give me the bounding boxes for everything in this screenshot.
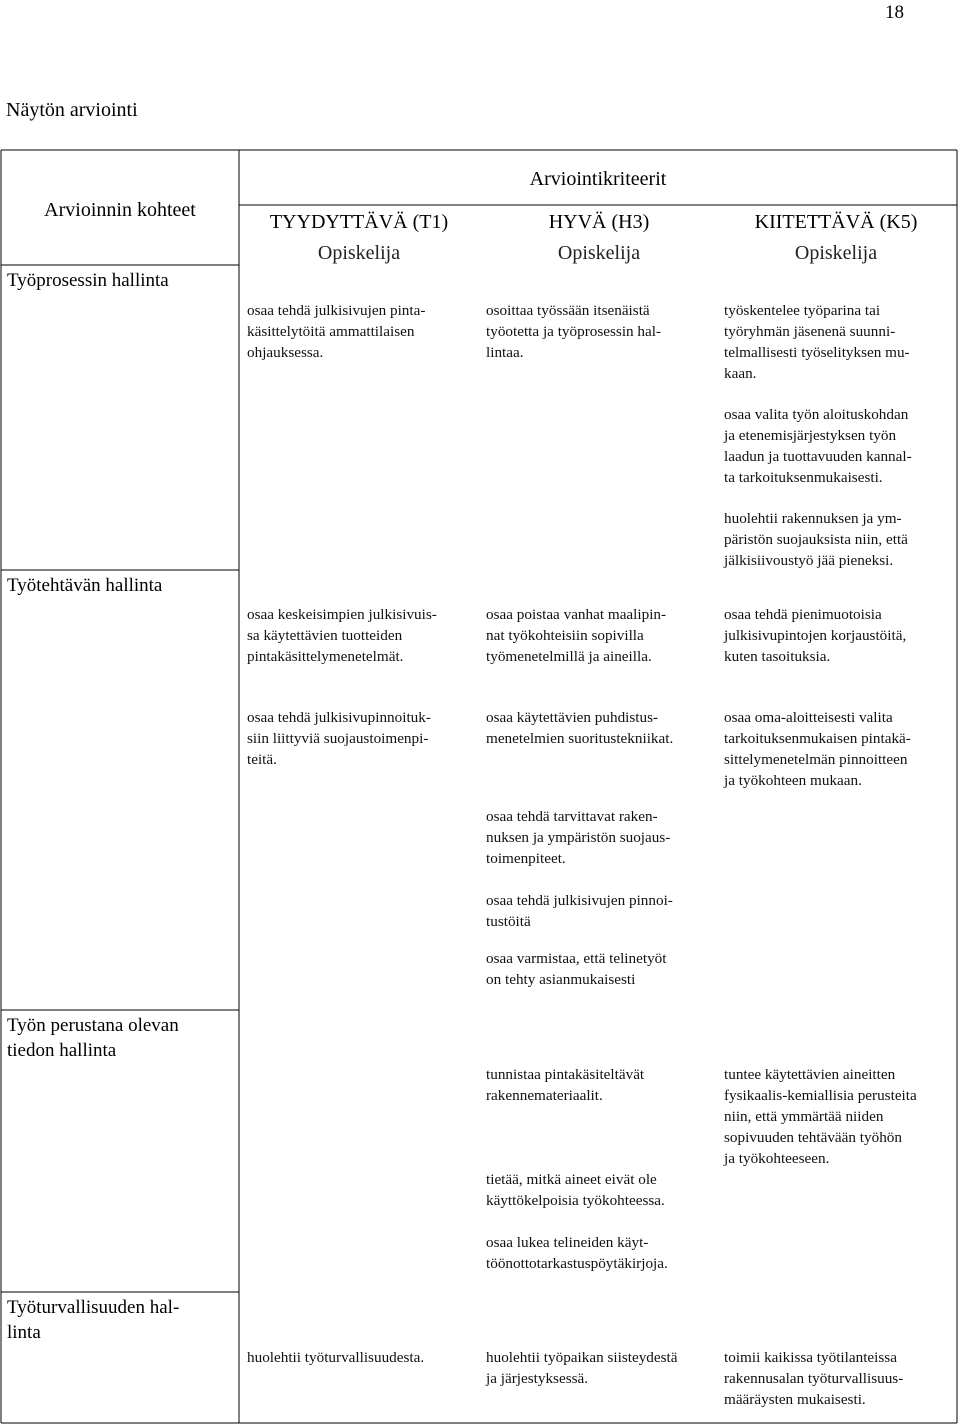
criterion-text: osaa lukea telineiden käyt- töönottotarkastuspöytäkirjoja. [486,1234,668,1272]
subject-column-header: Arvioinnin kohteet [44,199,196,221]
row-title-knowledge: Työn perustana olevan tiedon hallinta [7,1015,179,1061]
criterion-text: osaa keskeisimpien julkisivuis- sa käytettävien tuotteiden pintakäsittelymenetelmät. [247,606,437,665]
criterion-text: toimii kaikissa työtilanteissa rakennusalan työturvallisuus- määräysten mukaisesti. [724,1349,904,1408]
criterion-text: tietää, mitkä aineet eivät ole käyttökelpoisia työkohteessa. [486,1171,665,1209]
criterion-text: osaa käytettävien puhdistus- menetelmien suoritustekniikat. [486,709,674,747]
row-title-work-process: Työprosessin hallinta [7,270,169,291]
criterion-text: huolehtii työpaikan siisteydestä ja järjestyksessä. [486,1349,678,1387]
criterion-text: osaa tehdä tarvittavat raken- nuksen ja ympäristön suojaus- toimenpiteet. [486,808,671,867]
criterion-text: osaa oma-aloitteisesti valita tarkoituksenmukaisen pintakä- sittelymenetelmän pinnoitteen ja työkohteen mukaan. [724,709,911,789]
criterion-text: osaa poistaa vanhat maalipin- nat työkohteisiin sopivilla työmenetelmillä ja aineilla. [486,606,667,665]
section-heading: Näytön arviointi [6,99,138,121]
level-t1-label: TYYDYTTÄVÄ (T1) [269,211,449,233]
criterion-text: tuntee käytettävien aineitten fysikaalis-kemiallisia perusteita niin, että ymmärtää niiden sopivuuden tehtävään työhön ja työkohteeseen. [724,1066,917,1167]
criterion-text: työskentelee työparina tai työryhmän jäsenenä suunni- telmallisesti työselityksen mu- kaan. [724,302,910,382]
row-title-safety: Työturvallisuuden hal- linta [7,1297,180,1343]
criterion-text: huolehtii työturvallisuudesta. [247,1349,425,1366]
criterion-text: osaa varmistaa, että telinetyöt on tehty asianmukaisesti [486,950,667,988]
criterion-text: tunnistaa pintakäsiteltävät rakennemateriaalit. [486,1066,645,1104]
criterion-text: osaa tehdä julkisivujen pinnoi- tustöitä [486,892,673,930]
criterion-text: osoittaa työssään itsenäistä työotetta ja työprosessin hal- lintaa. [486,302,662,361]
level-h3-label: HYVÄ (H3) [548,211,650,233]
level-k5-sub: Opiskelija [794,242,878,264]
criterion-text: osaa tehdä pienimuotoisia julkisivupintojen korjaustöitä, kuten tasoituksia. [724,606,907,665]
level-h3-sub: Opiskelija [557,242,641,264]
criterion-text: osaa valita työn aloituskohdan ja etenemisjärjestyksen työn laadun ja tuottavuuden kannal- ta tarkoituksenmukaisesti. [724,406,912,486]
criterion-text: osaa tehdä julkisivupinnoituk- siin liittyviä suojaustoimenpi- teitä. [247,709,431,768]
level-k5-label: KIITETTÄVÄ (K5) [754,211,918,233]
criterion-text: huolehtii rakennuksen ja ym- päristön suojauksista niin, että jälkisiivoustyö jää pieneksi. [724,510,908,569]
criteria-header: Arviointikriteerit [529,168,667,190]
criterion-text: osaa tehdä julkisivujen pinta- käsittelytöitä ammattilaisen ohjauksessa. [247,302,426,361]
row-title-task: Työtehtävän hallinta [7,575,163,596]
page-number: 18 [885,2,904,23]
level-t1-sub: Opiskelija [317,242,401,264]
